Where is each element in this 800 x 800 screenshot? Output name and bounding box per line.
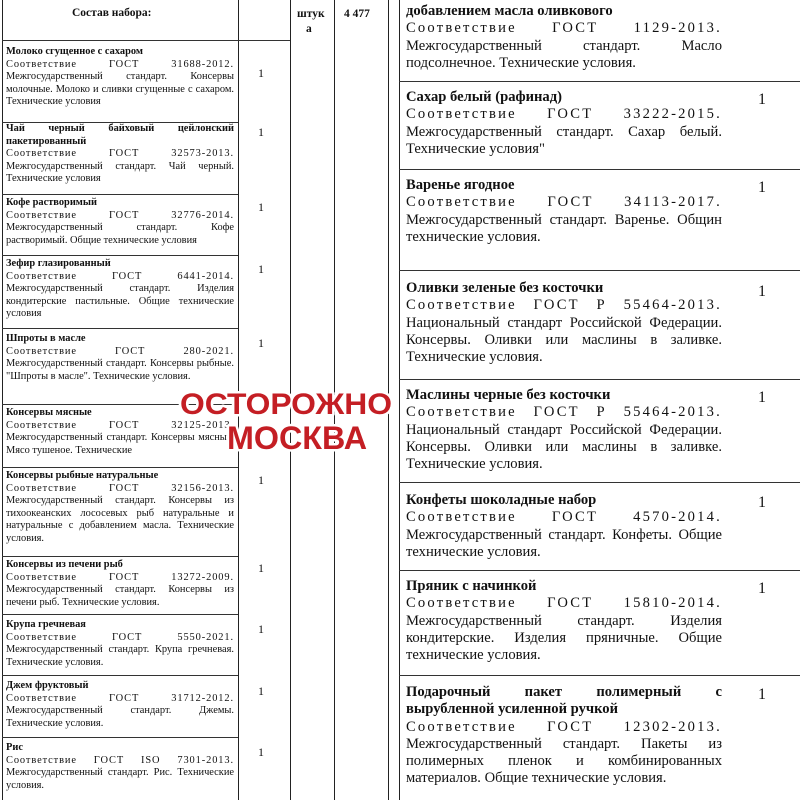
item-quantity: 1 <box>258 66 264 80</box>
right-row-separator <box>399 81 800 82</box>
item-description: Межгосударственный стандарт. Консервы из тихоокеанских лососевых рыб натуральные и натуральные с добавлением масла. Технические условия. <box>6 495 234 544</box>
list-item <box>6 123 234 186</box>
list-item <box>406 578 722 664</box>
item-name: Чай черный байховый цейлонский пакетированный <box>6 123 234 147</box>
item-quantity: 1 <box>258 200 264 214</box>
list-item <box>406 177 722 246</box>
item-gost: Соответствие ГОСТ 15810-2014. <box>406 595 722 612</box>
watermark-line2: МОСКВА <box>227 420 367 456</box>
list-item <box>406 280 722 366</box>
item-gost: Соответствие ГОСТ 6441-2014. <box>6 270 234 282</box>
item-gost: Соответствие ГОСТ Р 55464-2013. <box>406 404 722 421</box>
item-quantity: 1 <box>258 745 264 759</box>
list-item <box>6 258 234 321</box>
item-quantity: 1 <box>758 389 766 406</box>
item-quantity: 1 <box>258 622 264 636</box>
item-gost: Соответствие ГОСТ 280-2021. <box>6 345 234 357</box>
item-gost: Соответствие ГОСТ 12302-2013. <box>406 718 722 735</box>
item-quantity: 1 <box>258 262 264 276</box>
item-quantity: 1 <box>758 686 766 703</box>
item-gost: Соответствие ГОСТ 31688-2012. <box>6 58 234 70</box>
item-description: Межгосударственный стандарт. Изделия кондитерские. Изделия пряничные. Общие технические условия. <box>406 612 722 664</box>
list-item <box>406 387 722 473</box>
item-name: Маслины черные без косточки <box>406 387 611 403</box>
item-gost: Соответствие ГОСТ 31712-2012. <box>6 692 234 704</box>
right-row-separator <box>399 169 800 170</box>
list-item <box>406 89 722 158</box>
item-description: Межгосударственный стандарт. Консервы рыбные. "Шпроты в масле". Технические условия. <box>6 358 234 382</box>
item-description: Межгосударственный стандарт. Сахар белый. Технические условия" <box>406 123 722 157</box>
item-gost: Соответствие ГОСТ 32776-2014. <box>6 209 234 221</box>
item-description: Межгосударственный стандарт. Крупа гречневая. Технические условия. <box>6 644 234 668</box>
item-description: Национальный стандарт Российской Федерации. Консервы. Оливки или маслины в заливке. Технические условия. <box>406 314 722 366</box>
left-row-separator <box>2 556 238 557</box>
item-description: Межгосударственный стандарт. Конфеты. Общие технические условия. <box>406 526 722 560</box>
list-item <box>6 333 234 383</box>
composition-header: Состав набора: <box>72 7 152 19</box>
list-item <box>6 559 234 609</box>
units-header-line2: а <box>306 23 312 35</box>
item-quantity: 1 <box>258 561 264 575</box>
item-name: Молоко сгущенное с сахаром <box>6 46 143 57</box>
header-bottom-line <box>2 40 290 41</box>
item-gost: Соответствие ГОСТ 32156-2013. <box>6 482 234 494</box>
item-quantity: 1 <box>258 473 264 487</box>
item-name: Консервы мясные <box>6 407 92 418</box>
list-item <box>406 492 722 561</box>
left-row-separator <box>2 675 238 676</box>
item-name: Подарочный пакет полимерный с вырубленной усиленной ручкой <box>406 684 722 718</box>
list-item <box>6 619 234 669</box>
left-row-separator <box>2 255 238 256</box>
right-row-separator <box>399 482 800 483</box>
item-description: Межгосударственный стандарт. Изделия кондитерские пастильные. Общие технические условия <box>6 283 234 319</box>
item-name: Джем фруктовый <box>6 680 89 691</box>
left-table-border-left <box>2 0 3 800</box>
item-name: Сахар белый (рафинад) <box>406 89 562 105</box>
item-gost: Соответствие ГОСТ 5550-2021. <box>6 631 234 643</box>
item-quantity: 1 <box>258 684 264 698</box>
right-row-separator <box>399 379 800 380</box>
item-description: Межгосударственный стандарт. Рис. Технические условия. <box>6 767 234 791</box>
item-name: Конфеты шоколадные набор <box>406 492 597 508</box>
item-description: Межгосударственный стандарт. Кофе растворимый. Общие технические условия <box>6 222 234 246</box>
item-quantity: 1 <box>758 91 766 108</box>
item-description: Межгосударственный стандарт. Консервы молочные. Молоко и сливки сгущенные с сахаром. Технические условия <box>6 71 234 107</box>
item-quantity: 1 <box>758 580 766 597</box>
item-name: Консервы рыбные натуральные <box>6 470 159 481</box>
item-gost: Соответствие ГОСТ 4570-2014. <box>406 509 722 526</box>
item-name: Консервы из печени рыб <box>6 559 123 570</box>
item-description: Межгосударственный стандарт. Консервы из печени рыб. Технические условия. <box>6 584 234 608</box>
item-quantity: 1 <box>258 336 264 350</box>
item-gost: Соответствие ГОСТ ISO 7301-2013. <box>6 754 234 766</box>
list-item <box>406 3 722 72</box>
list-item <box>406 684 722 788</box>
item-gost: Соответствие ГОСТ 1129-2013. <box>406 20 722 37</box>
list-item <box>6 197 234 247</box>
list-item <box>6 742 234 792</box>
item-gost: Соответствие ГОСТ 32573-2013. <box>6 148 234 159</box>
item-description: Межгосударственный стандарт. Пакеты из полимерных пленок и комбинированных материалов. Общие технические условия. <box>406 735 722 787</box>
count-value: 4 477 <box>344 8 370 20</box>
item-quantity: 1 <box>758 283 766 300</box>
item-description: Межгосударственный стандарт. Масло подсолнечное. Технические условия. <box>406 37 722 71</box>
list-item <box>6 46 234 109</box>
item-name: Кофе растворимый <box>6 197 97 208</box>
item-name: Варенье ягодное <box>406 177 515 193</box>
item-description: Межгосударственный стандарт. Варенье. Общин технические условия. <box>406 211 722 245</box>
left-row-separator <box>2 194 238 195</box>
watermark-logo <box>170 385 402 457</box>
right-row-separator <box>399 570 800 571</box>
item-description: Межгосударственный стандарт. Джемы. Технические условия. <box>6 705 234 729</box>
item-name: добавлением масла оливкового <box>406 3 613 19</box>
item-gost: Соответствие ГОСТ 33222-2015. <box>406 106 722 123</box>
watermark-line1: ОСТОРОЖНО <box>180 388 392 421</box>
item-name: Шпроты в масле <box>6 333 86 344</box>
item-gost: Соответствие ГОСТ 32125-2013. <box>6 419 234 431</box>
item-quantity: 1 <box>758 179 766 196</box>
item-name: Зефир глазированный <box>6 258 111 269</box>
item-gost: Соответствие ГОСТ 13272-2009. <box>6 571 234 583</box>
item-name: Рис <box>6 742 23 753</box>
left-row-separator <box>2 614 238 615</box>
left-row-separator <box>2 737 238 738</box>
right-row-separator <box>399 270 800 271</box>
list-item <box>6 470 234 545</box>
item-name: Крупа гречневая <box>6 619 86 630</box>
item-description: Межгосударственный стандарт. Чай черный. Технические условия <box>6 160 234 184</box>
item-gost: Соответствие ГОСТ Р 55464-2013. <box>406 297 722 314</box>
item-quantity: 1 <box>258 125 264 139</box>
item-quantity: 1 <box>758 494 766 511</box>
units-header-line1: штук <box>297 8 325 20</box>
left-row-separator <box>2 467 238 468</box>
item-name: Оливки зеленые без косточки <box>406 280 604 296</box>
item-name: Пряник с начинкой <box>406 578 537 594</box>
item-description: Национальный стандарт Российской Федерации. Консервы. Оливки или маслины в заливке. Технические условия. <box>406 421 722 473</box>
list-item <box>6 680 234 730</box>
right-row-separator <box>399 675 800 676</box>
left-row-separator <box>2 328 238 329</box>
item-description: Межгосударственный стандарт. Консервы мясные. Мясо тушеное. Технические <box>6 432 234 456</box>
item-gost: Соответствие ГОСТ 34113-2017. <box>406 194 722 211</box>
